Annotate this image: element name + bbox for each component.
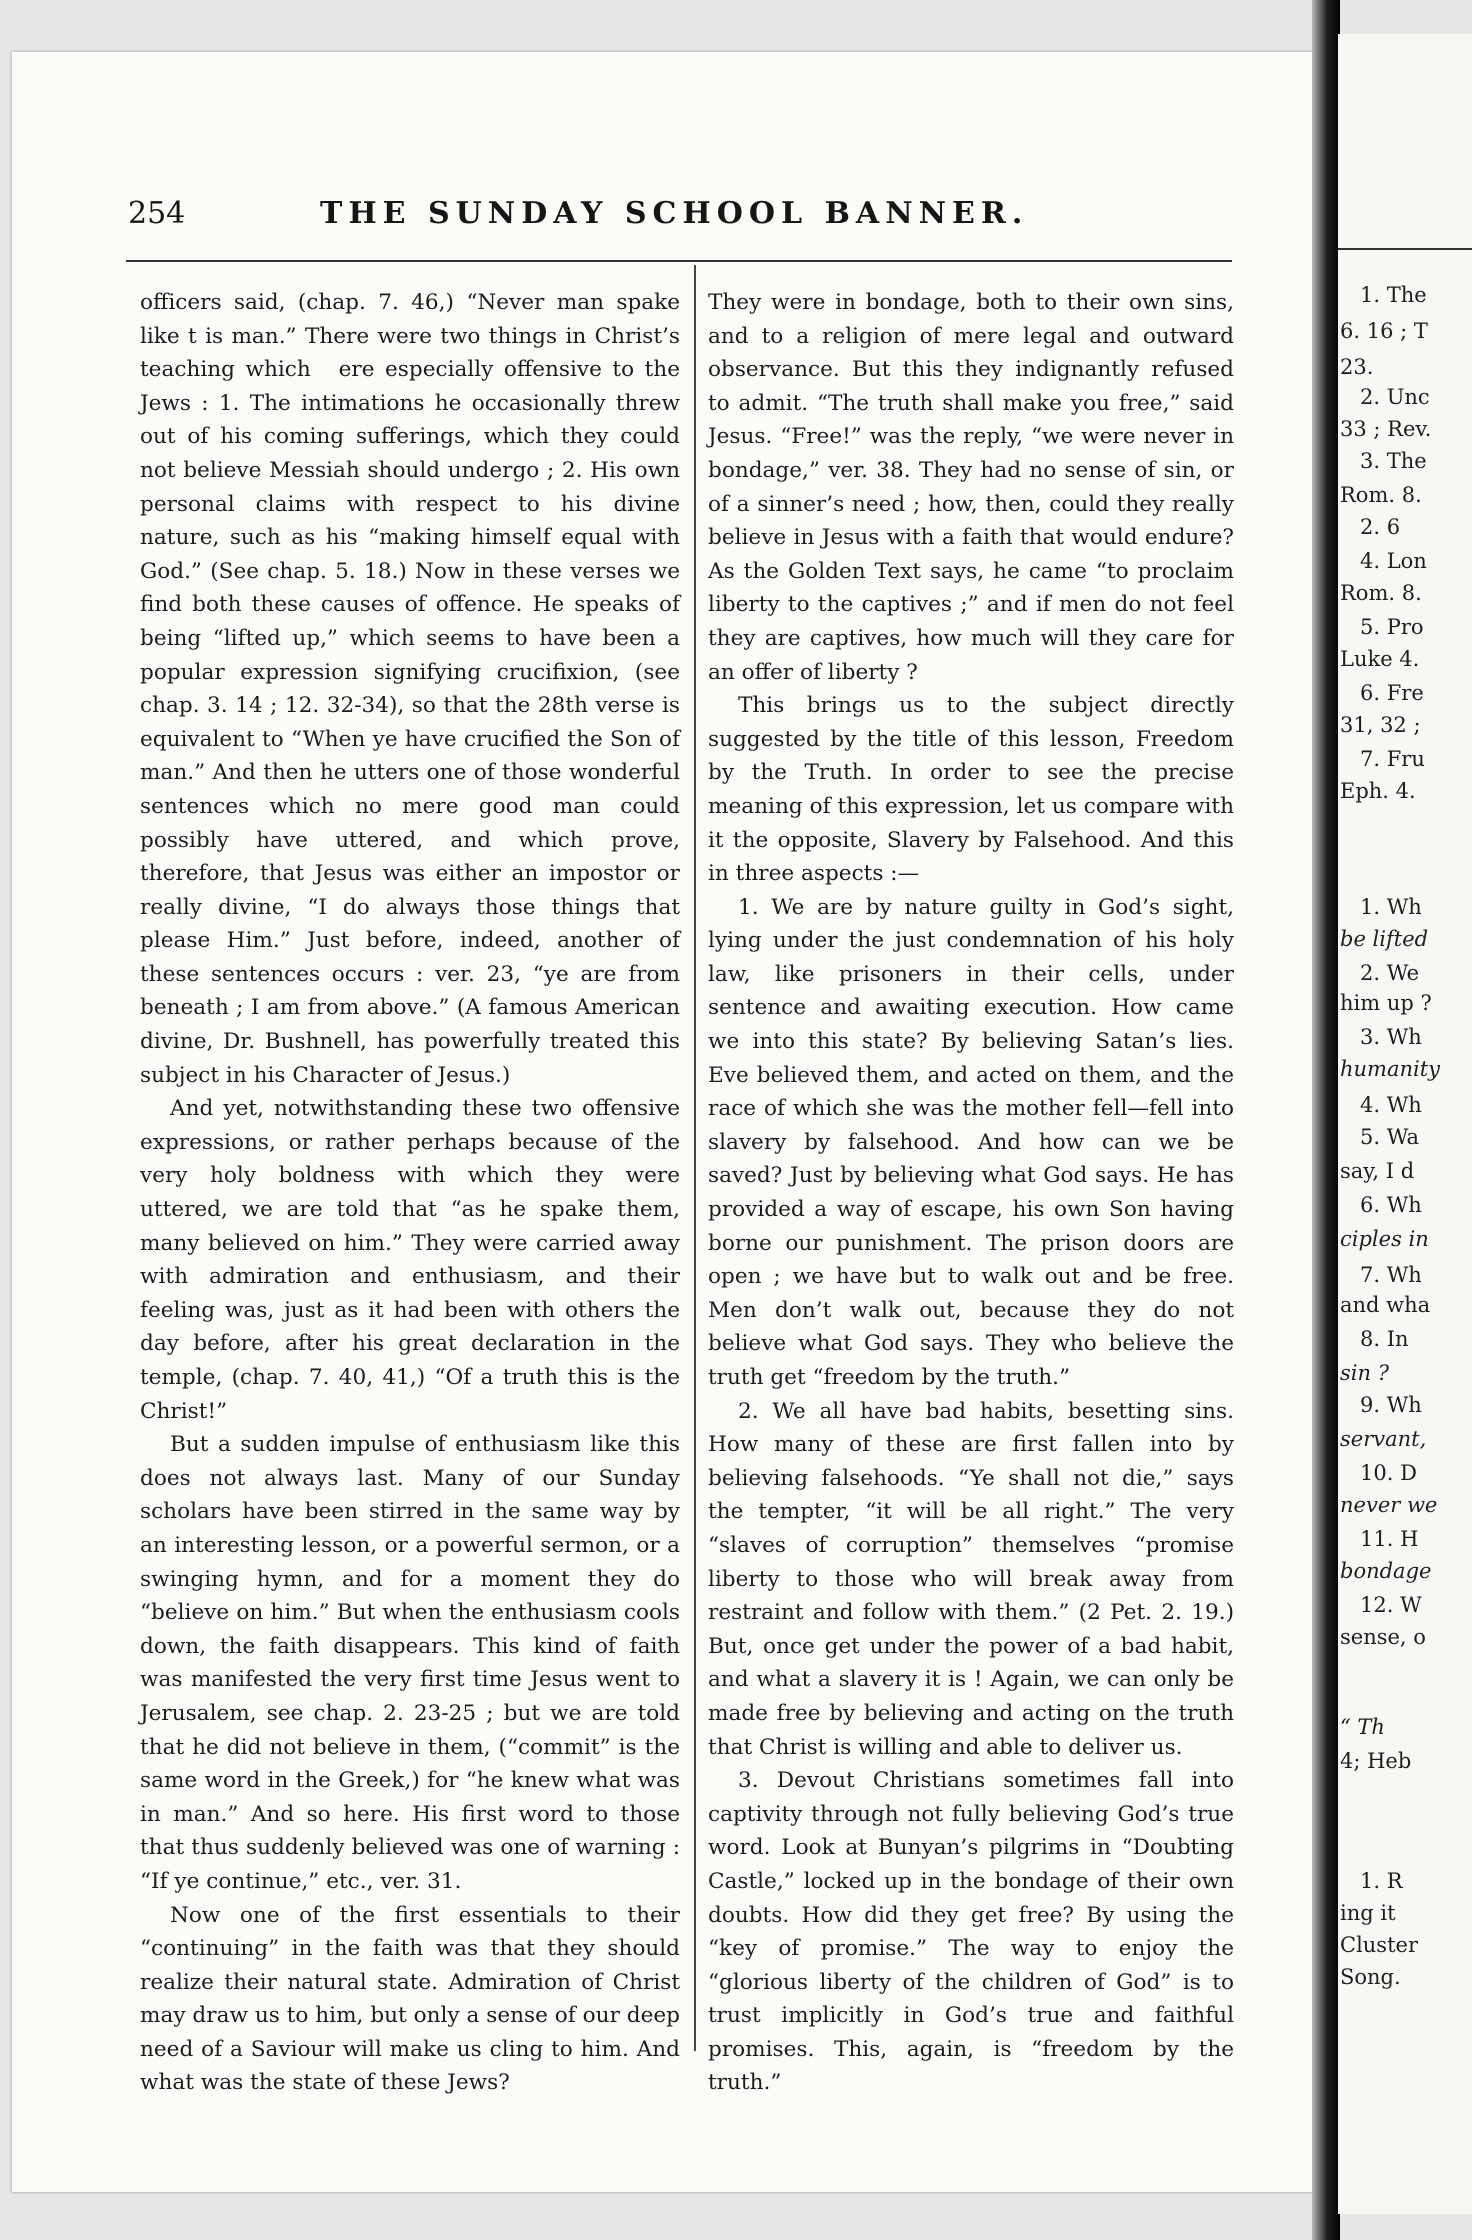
facing-line: Luke 4. xyxy=(1340,647,1420,671)
facing-line: 12. W xyxy=(1360,1593,1422,1617)
facing-line: 10. D xyxy=(1360,1461,1417,1485)
facing-line: Rom. 8. xyxy=(1340,581,1422,605)
paragraph: officers said, (chap. 7. 46,) “Never man spake like t is man.” There were two things in Christ’s teaching which ere especially offensive to the Jews : 1. The intimations he occasionally threw out of his coming sufferings, which they could not believe Messiah should undergo ; 2. His own personal claims with respect to his divine nature, such as his “making himself equal with God.” (See chap. 5. 18.) Now in these verses we find both these causes of offence. He speaks of being “lifted up,” which seems to have been a popular expression signifying crucifixion, (see chap. 3. 14 ; 12. 32-34), so that the 28th verse is equivalent to “When ye have crucified the Son of man.” And then he utters one of those wonderful sentences which no mere good man could possibly have uttered, and which prove, therefore, that Jesus was either an impostor or really divine, “I do always those things that please Him.” Just before, indeed, another of these sentences occurs : ver. 23, “ye are from beneath ; I am from above.” (A famous American divine, Dr. Bushnell, has powerfully treated this subject in his Character of Jesus.) xyxy=(140,290,680,1088)
header-rule xyxy=(126,260,1232,262)
facing-line: Eph. 4. xyxy=(1340,779,1416,803)
facing-line: 8. In xyxy=(1360,1327,1409,1351)
facing-line: never we xyxy=(1340,1493,1438,1517)
facing-line: 5. Pro xyxy=(1360,615,1424,639)
facing-line: sense, o xyxy=(1340,1625,1426,1649)
right-column xyxy=(708,286,1234,2100)
facing-line: 9. Wh xyxy=(1360,1393,1422,1417)
book-spine xyxy=(1312,0,1340,2240)
facing-line: 33 ; Rev. xyxy=(1340,417,1432,441)
left-column xyxy=(140,286,680,2100)
facing-line: Cluster xyxy=(1340,1933,1418,1957)
facing-line: 4. Wh xyxy=(1360,1093,1422,1117)
facing-page xyxy=(1338,34,1472,2214)
facing-line: bondage xyxy=(1340,1559,1432,1583)
facing-line: 1. R xyxy=(1360,1869,1403,1893)
facing-line: and wha xyxy=(1340,1293,1431,1317)
column-divider xyxy=(694,265,696,2051)
facing-line: 23. xyxy=(1340,355,1374,379)
facing-line: 2. We xyxy=(1360,961,1420,985)
paragraph: 2. We all have bad habits, besetting sins. How many of these are first fallen into by believing falsehoods. “Ye shall not die,” says the tempter, “it will be all right.” The very “slaves of corruption” themselves “promise liberty to those who will break away from restraint and follow with them.” (2 Pet. 2. 19.) But, once get under the power of a bad habit, and what a slavery it is ! Again, we can only be made free by believing and acting on the truth that Christ is willing and able to deliver us. xyxy=(708,1398,1234,1760)
facing-line: 7. Wh xyxy=(1360,1263,1422,1287)
facing-line: say, I d xyxy=(1340,1159,1415,1183)
facing-line: 4. Lon xyxy=(1360,549,1427,573)
facing-line: 31, 32 ; xyxy=(1340,713,1421,737)
facing-line: him up ? xyxy=(1340,991,1432,1015)
facing-line: 5. Wa xyxy=(1360,1125,1419,1149)
facing-line: humanity xyxy=(1340,1057,1441,1081)
facing-header-rule xyxy=(1338,248,1472,250)
facing-line: ciples in xyxy=(1340,1227,1429,1251)
running-title: THE SUNDAY SCHOOL BANNER. xyxy=(320,196,1029,231)
paragraph: But a sudden impulse of enthusiasm like this does not always last. Many of our Sunday scholars have been stirred in the same way by an interesting lesson, or a powerful sermon, or a swinging hymn, and for a moment they do “believe on him.” But when the enthusiasm cools down, the faith disappears. This kind of faith was manifested the very first time Jesus went to Jerusalem, see chap. 2. 23-25 ; but we are told that he did not believe in them, (“commit” is the same word in the Greek,) for “he knew what was in man.” And so here. His first word to those that thus suddenly believed was one of warning : “If ye continue,” etc., ver. 31. xyxy=(140,1432,680,1894)
facing-line: 6. Wh xyxy=(1360,1193,1422,1217)
facing-line: sin ? xyxy=(1340,1361,1389,1385)
paragraph: Now one of the first essentials to their “continuing” in the faith was that they should realize their natural state. Admiration of Christ may draw us to him, but only a sense of our deep need of a Saviour will make us cling to him. And what was the state of these Jews? xyxy=(140,1902,680,2096)
facing-line: Song. xyxy=(1340,1965,1401,1989)
paragraph: This brings us to the subject directly suggested by the title of this lesson, Freedom by the Truth. In order to see the precise meaning of this expression, let us compare with it the opposite, Slavery by Falsehood. And this in three aspects :— xyxy=(708,693,1234,887)
facing-line: 3. The xyxy=(1360,449,1427,473)
facing-line: 1. Wh xyxy=(1360,895,1422,919)
paragraph: And yet, notwithstanding these two offensive expressions, or rather perhaps because of the very holy boldness with which they were uttered, we are told that “as he spake them, many believed on him.” They were carried away with admiration and enthusiasm, and their feeling was, just as it had been with others the day before, after his great declaration in the temple, (chap. 7. 40, 41,) “Of a truth this is the Christ!” xyxy=(140,1096,680,1424)
facing-line: servant, xyxy=(1340,1427,1427,1451)
facing-line: 2. Unc xyxy=(1360,385,1430,409)
paragraph: 1. We are by nature guilty in God’s sight, lying under the just condemnation of his holy law, like prisoners in their cells, under sentence and awaiting execution. How came we into this state? By believing Satan’s lies. Eve believed them, and acted on them, and the race of which she was the mother fell—fell into slavery by falsehood. And how can we be saved? Just by believing what God says. He has provided a way of escape, his own Son having borne our punishment. The prison doors are open ; we have but to walk out and be free. Men don’t walk out, because they do not believe what God says. They who believe the truth get “freedom by the truth.” xyxy=(708,894,1234,1390)
facing-line: 7. Fru xyxy=(1360,747,1425,771)
page-number: 254 xyxy=(128,196,186,231)
facing-line: “ Th xyxy=(1340,1715,1385,1739)
facing-line: 11. H xyxy=(1360,1527,1419,1551)
facing-line: 6. Fre xyxy=(1360,681,1424,705)
facing-line: Rom. 8. xyxy=(1340,483,1422,507)
facing-line: be lifted xyxy=(1340,927,1429,951)
facing-line: 1. The xyxy=(1360,283,1427,307)
facing-line: ing it xyxy=(1340,1901,1396,1925)
facing-line: 2. 6 xyxy=(1360,515,1401,539)
paragraph: They were in bondage, both to their own sins, and to a religion of mere legal and outward observance. But this they indignantly refused to admit. “The truth shall make you free,” said Jesus. “Free!” was the reply, “we were never in bondage,” ver. 38. They had no sense of sin, or of a sinner’s need ; how, then, could they really believe in Jesus with a faith that would endure? As the Golden Text says, he came “to proclaim liberty to the captives ;” and if men do not feel they are captives, how much will they care for an offer of liberty ? xyxy=(708,290,1234,685)
facing-line: 6. 16 ; T xyxy=(1340,319,1428,343)
paragraph: 3. Devout Christians sometimes fall into captivity through not fully believing God’s true word. Look at Bunyan’s pilgrims in “Doubting Castle,” locked up in the bondage of their own doubts. How did they get free? By using the “key of promise.” The way to enjoy the “glorious liberty of the children of God” is to trust implicitly in God’s true and faithful promises. This, again, is “freedom by the truth.” xyxy=(708,1768,1234,2096)
facing-line: 3. Wh xyxy=(1360,1025,1422,1049)
facing-line: 4; Heb xyxy=(1340,1749,1412,1773)
